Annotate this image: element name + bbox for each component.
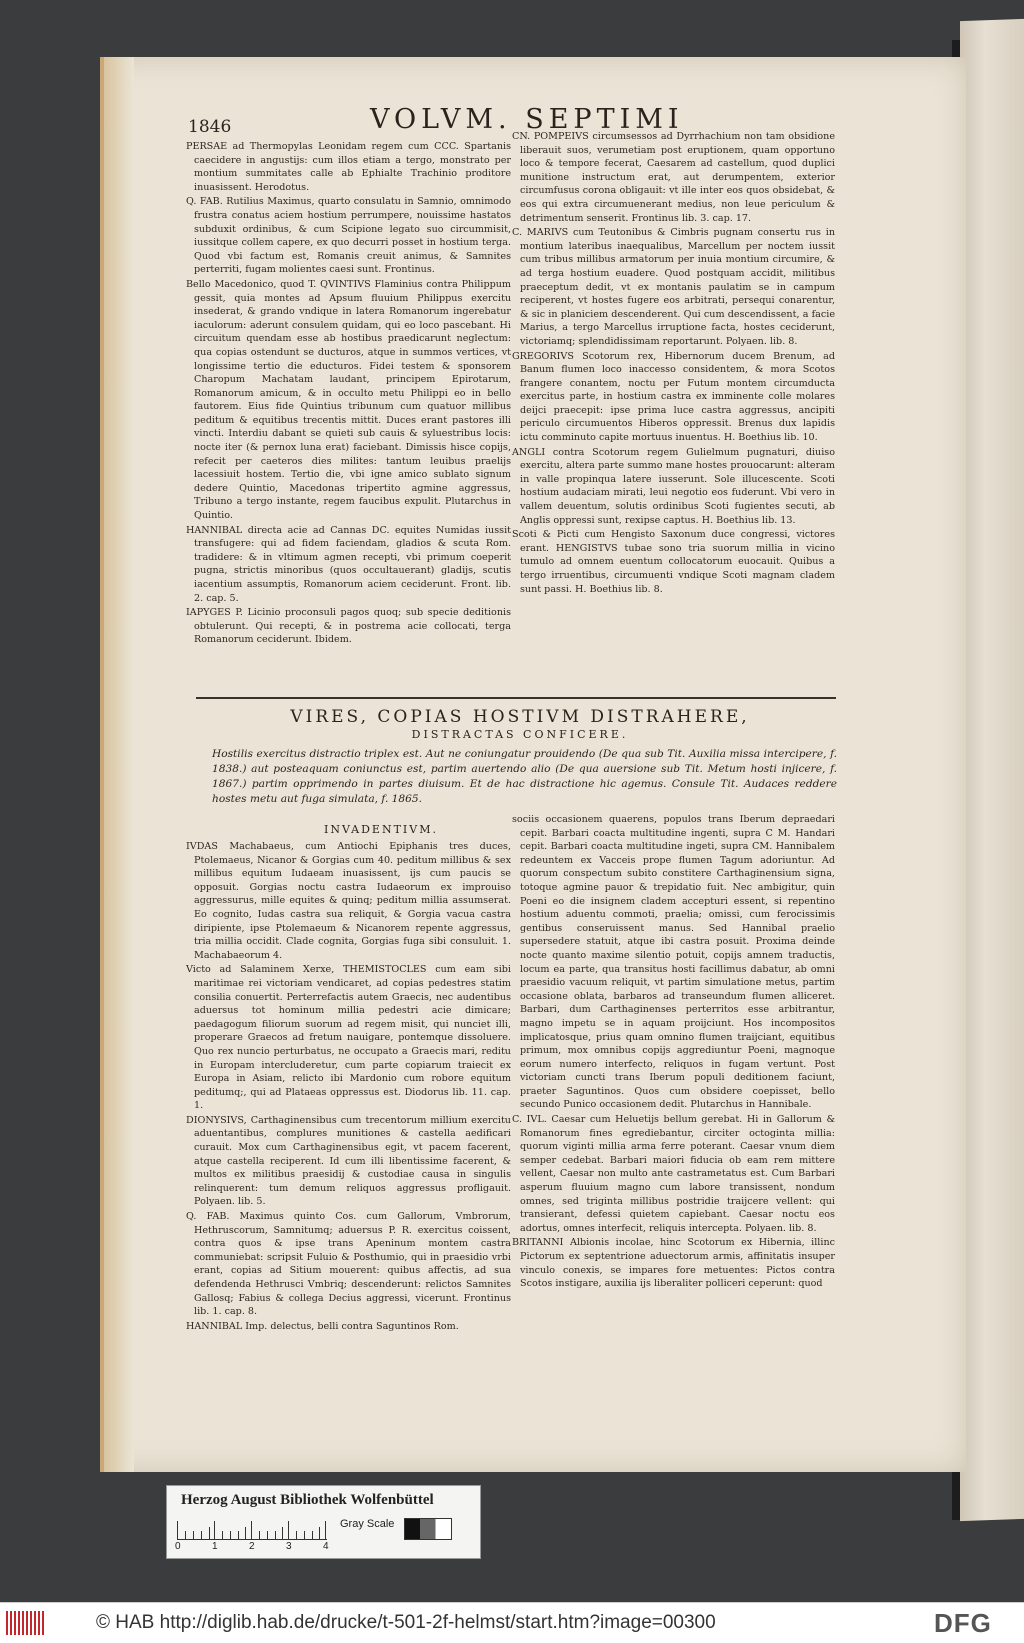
section-subtitle: DISTRACTAS CONFICERE. xyxy=(411,728,629,741)
scale-number: 1 xyxy=(212,1541,218,1552)
ruler-scale xyxy=(177,1521,327,1540)
top-left-column xyxy=(186,140,511,695)
scale-number: 4 xyxy=(323,1541,329,1552)
paragraph: ANGLI contra Scotorum regem Gulielmum pugnaturi, diuiso exercitu, altera parte summo mane hostes prouocarunt: alteram in valle propinqua latere iusserunt. Sole illucescente. Scoti hostium audaciam mirati, leui negotio eos fuderunt. Vbi vero in vallem deuentum, solutis ordinibus Scoti fugientes secuti, ab Anglis oppressi sunt, rexipse captus. H. Boethius lib. 13. xyxy=(512,446,835,526)
viewer-footer xyxy=(0,1602,1024,1643)
gray-scale-label: Gray Scale xyxy=(340,1518,395,1530)
hab-logo-icon xyxy=(6,1611,46,1635)
paragraph: C. MARIVS cum Teutonibus & Cimbris pugnam consertu rus in montium lateribus inaequalibus, Marcellum per noctem iussit cum tribus millibus armatorum per inuia montium circumire, & ad terga hostium euadere. Quod postquam accidit, militibus praeceptum dedit, vt ex montanis paulatim se in campum reciperent, vt hostes fugere eos arbitrati, persequi conarentur, & sic in planiciem descenderent. Qui cum descendissent, a facie Marius, a tergo Marcellus irruptione facta, hostes ceciderunt, victoriamq; splendidissimam reportarunt. Polyaen. lib. 8. xyxy=(512,227,835,347)
gray-scale-swatch xyxy=(404,1518,452,1540)
paragraph: BRITANNI Albionis incolae, hinc Scotorum ex Hibernia, illinc Pictorum ex septentrione aduectorum armis, affinitatis insuper vinculo conexis, se impares fore metuentes: Pictos contra Scotos instigare, auxilia ijs liberaliter polliceri ceperunt: quod xyxy=(512,1237,835,1290)
paragraph: sociis occasionem quaerens, populos trans Iberum depraedari cepit. Barbari coacta multitudine ingenti, supra C M. Handari cepit. Barbari coacta multitudine ingeti, supra CM. Hannibalem redeuntem ex Vacceis prope flumen Tagum adoriuntur. Ad quorum conspectum subito constitere Carthaginensium signa, totoque agmine pauor & trepidatio fuit. Nec ambigitur, quin Poeni eo die insignem cladem accepturi essent, si repentino hostium aduentu commoti, praelia; omissi, cum ferocissimis gentibus conseruissent manus. Sed Hannibal praelio supersedere statuit, atque ibi castra posuit. Proxima deinde nocte quanto maxime silentio potuit, copijs amnem traductis, locum ea parte, qua transitus hosti facillimus dabatur, ab omni praesidio vacuum reliquit, vt partim simulatione metus, partim occasione oblata, barbaros ad transeundum flumen alliceret. Barbari, dum Carthaginenses perterritos esse arbitrantur, magno impetu se in aquam proijciunt. Hos incompositos implicatosque, prius quam omnino flumen traijciant, equitibus primum, mox omnibus copijs aggrediuntur Poeni, magnoque eorum numero interfecto, reliquos in fugam vertunt. Post victoriam cuncti trans Iberum populi deditionem faciunt, praeter Saguntinos. Quos cum obsidere coepisset, bello secundo Punico occasionem dedit. Plutarchus in Hannibale. xyxy=(512,814,835,1111)
bottom-left-column xyxy=(186,840,511,1332)
library-name: Herzog August Bibliothek Wolfenbüttel xyxy=(181,1492,434,1508)
paragraph: CN. POMPEIVS circumsessos ad Dyrrhachium non tam obsidione liberauit suos, verumetiam post eruptionem, quam opportuno loco & tempore fecerat, Caesarem ad castellum, quod duplici munitione instructum erat, aut derumpentem, exterior circumfusus corona obligauit: vt ille inter eos quos obsidebat, & eos qui extra circumuenerant medius, non leue periculum & detrimentum senserit. Frontinus lib. 3. cap. 17. xyxy=(512,131,835,224)
paragraph: C. IVL. Caesar cum Heluetijs bellum gerebat. Hi in Gallorum & Romanorum fines egrediebantur, circiter octoginta millia: quorum viginti millia arma ferre poterant. Caesar vnum diem semper cedebat. Barbari maiori fiducia ob eam rem mittere vellent, Caesar non multo ante castrametatus est. Cum Barbari asperum fluuium magno cum labore transissent, nondum omnes, sed triginta millibus postridie traijcere vellent: qui transierant, defessi quietem capiebant. Caesar noctu eos adortus, omnes interfecit, reliquis intercepta. Polyaen. lib. 8. xyxy=(512,1114,835,1234)
folio-number: 1846 xyxy=(188,117,232,137)
scale-number: 3 xyxy=(286,1541,292,1552)
footer-url[interactable]: © HAB http://diglib.hab.de/drucke/t-501-2f-helmst/start.htm?image=00300 xyxy=(96,1612,716,1633)
paragraph: IVDAS Machabaeus, cum Antiochi Epiphanis tres duces, Ptolemaeus, Nicanor & Gorgias cum 40. peditum millibus & sex millibus equitum Iudaeam inuasissent, ijs cum paucis se opposuit. Gorgias noctu castra Iudaeorum ex improuiso aggressurus, mille equites & quinq; peditum millia assumserat. Eo cognito, Iudas castra sua reliquit, & Gorgia vacua castra diripiente, ipse Ptolemaeum & Nicanorem repente aggressus, tria millia occidit. Clade cognita, Gorgias fuga sibi consuluit. 1. Machabaeorum 4. xyxy=(186,841,511,961)
scale-number: 2 xyxy=(249,1541,255,1552)
paragraph: DIONYSIVS, Carthaginensibus cum trecentorum millium exercitu aduentantibus, complures munitiones & castella aedificari curauit. Mox cum Carthaginensibus egit, vt pacem facerent, atque castella reciperent. Id cum illi libentissime facerent, & multos ex militibus praesidij & custodiae causa in singulis relinquerent: tum demum reliquos aggressus profligauit. Polyaen. lib. 5. xyxy=(186,1114,511,1208)
section-title: VIRES, COPIAS HOSTIVM DISTRAHERE, xyxy=(290,707,750,727)
bottom-right-column xyxy=(512,813,835,1290)
subsection-heading: INVADENTIVM. xyxy=(324,823,438,836)
running-head: VOLVM. SEPTIMI xyxy=(370,104,684,135)
scale-number: 0 xyxy=(175,1541,181,1552)
paragraph: HANNIBAL Imp. delectus, belli contra Saguntinos Rom. xyxy=(186,1320,459,1332)
dfg-logo: DFG xyxy=(934,1608,992,1638)
section-rule xyxy=(196,697,836,699)
top-right-column xyxy=(512,130,835,695)
paragraph: Q. FAB. Rutilius Maximus, quarto consulatu in Samnio, omnimodo frustra conatus aciem hostium perrumpere, nouissime hastatos subduxit ordinibus, & cum Scipione legato suo circummisit, iussitque collem capere, ex quo decurri posset in hostium terga. Quod vbi factum est, Romanis creuit animus, & Samnites perterriti, fugam molientes caesi sunt. Frontinus. xyxy=(186,196,511,276)
paragraph: Scoti & Picti cum Hengisto Saxonum duce congressi, victores erant. HENGISTVS tubae sono tria suorum millia in vicino tumulo ad omnem euentum collocatorum euocauit. Quibus a tergo irruentibus, circumuenti vndique Scoti magnam cladem sunt passi. H. Boethius lib. 8. xyxy=(512,529,835,595)
color-checker-card xyxy=(166,1485,481,1559)
paragraph: GREGORIVS Scotorum rex, Hibernorum ducem Brenum, ad Banum flumen loco inaccesso considentem, & mora Scotos frangere conantem, noctu per Futum montem circumducta exercitus parte, in hostium castra ex imminente colle molares deijci praecepit: ipse prima luce castra aggressus, ancipiti periculo circumuentos Hiberos oppressit. Brenus dux lapidis ictu comminuto capite mortuus inuentus. H. Boethius lib. 10. xyxy=(512,350,835,444)
paragraph: Victo ad Salaminem Xerxe, THEMISTOCLES cum eam sibi maritimae rei victoriam vendicaret, ad copias pedestres statim consilia conuertit. Perterrefactis autem Graecis, nec audentibus aduersus tot hominum millia pedestri acie dimicare; paedagogum filiorum suorum ad regem misit, qui nunciet illi, properare Graecos ad fretum nauigare, pontemque dissoluere. Quo rex nuncio perturbatus, ne occupato a Graecis mari, reditu in Europam intercluderetur, cum parte copiarum traiecit ex Europa in Asiam, relicto ibi Mardonio cum robore equitum peditumq;, qui ad Plataeas oppressus est. Diodorus lib. 11. cap. 1. xyxy=(186,964,511,1112)
paragraph: IAPYGES P. Licinio proconsuli pagos quoq; sub specie deditionis obtulerunt. Qui recepti, & in postrema acie collocati, terga Romanorum ceciderunt. Ibidem. xyxy=(186,607,511,646)
paragraph: HANNIBAL directa acie ad Cannas DC. equites Numidas iussit transfugere: qui ad fidem faciendam, gladios & scuta Rom. tradidere: & in vltimum agmen recepti, vbi primum coeperit pugna, strictis minoribus (quos occultauerant) gladijs, scutis iacentium assumptis, Romanorum aciem ceciderunt. Front. lib. 2. cap. 5. xyxy=(186,524,511,604)
facing-page-edge xyxy=(960,19,1024,1521)
paragraph: Q. FAB. Maximus quinto Cos. cum Gallorum, Vmbrorum, Hethruscorum, Samnitumq; aduersus P. R. exercitus coissent, contra quos & ipse trans Apeninum montem castra communiebat: scripsit Fuluio & Posthumio, qui in praesidio vrbi erant, copias ad Sitium mouerent: quibus affectis, ad sua defendenda Hethrusci Vmbriq; descenderunt: relictos Samnites Gallosq; Fabius & collega Decius aggressi, vicerunt. Frontinus lib. 1. cap. 8. xyxy=(186,1211,511,1318)
paragraph: Bello Macedonico, quod T. QVINTIVS Flaminius contra Philippum gessit, quia montes ad Apsum fluuium Philippus exercitu insederat, & grando vndique in latera Romanorum ingerebatur iaculorum: aderunt consulem quidam, qui eo loco pascebant. Hi circuitum quendam esse ab hostibus praedicarunt neglectum: qua copias ostendunt se ducturos, atque in summos vertices, vt longissime tertio die educturos. Fidei testem & sponsorem Charopum Machatam laudant, principem Epirotarum, Romanorum amicum, & in occulto metu Philippi eo in bello fautorem. Eius fide Quintius tribunum cum quatuor millibus peditum & equitibus trecentis mittit. Duces erant pastores illi vincti. Interdiu dabant se quieti sub cauis & syluestribus locis: nocte iter (& pernox luna erat) faciebant. Dimissis hisce copijs, refecit per caeteros dies milites: tantum leuibus praelijs lacessiuit hostem. Tertio die, vbi igne amico sublato signum dedere Quintio, Macedonas tripertito agmine aggressus, Tribuno a tergo instante, regem faucibus expulit. Plutarchus in Quintio. xyxy=(186,278,511,522)
section-summary: Hostilis exercitus distractio triplex est. Aut ne coniungatur prouidendo (De qua sub Tit. Auxilia missa intercipere, f. 1838.) aut posteaquam coniunctus est, partim auertendo alio (De qua auersione sub Tit. Metum hosti injicere, f. 1867.) partim opprimendo in partes diuisum. Et de hac distractione hic agemus. Consule Tit. Audaces reddere hostes metu aut fuga simulata, f. 1865. xyxy=(212,748,837,805)
paragraph: PERSAE ad Thermopylas Leonidam regem cum CCC. Spartanis caecidere in angustijs: cum illos etiam a tergo, monstrato per montium summitates calle ab Ephialte Trachinio proditore inuasissent. Herodotus. xyxy=(186,141,511,193)
